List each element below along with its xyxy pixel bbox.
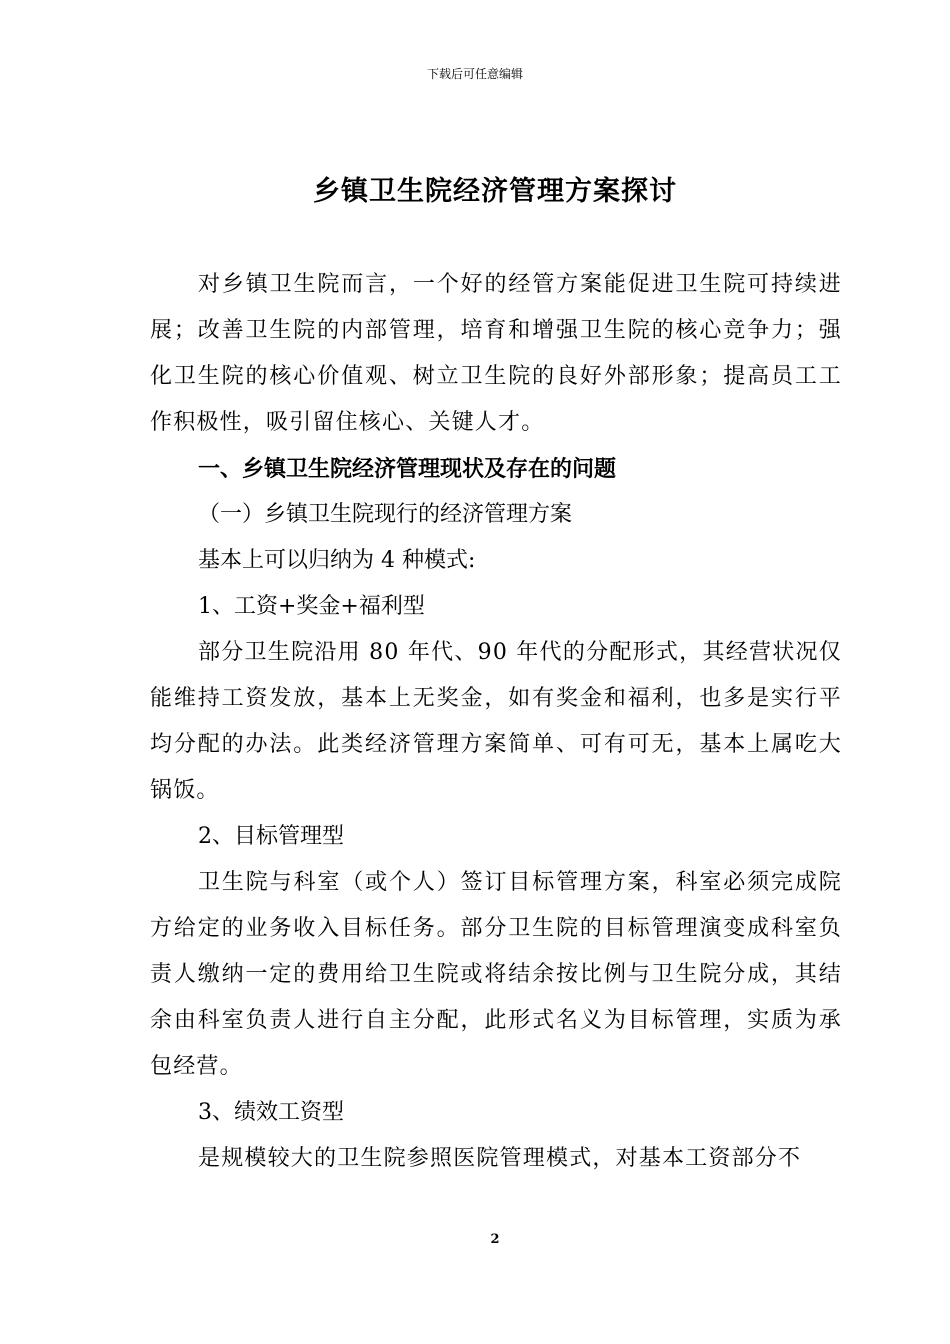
mode-2-heading: 2、目标管理型 (198, 824, 344, 849)
page-number: 2 (490, 1232, 500, 1247)
modes-summary: 基本上可以归纳为 4 种模式: (198, 548, 476, 573)
mode-3-paragraph: 是规模较大的卫生院参照医院管理模式，对基本工资部分不 (198, 1146, 802, 1171)
document-title: 乡镇卫生院经济管理方案探讨 (313, 176, 677, 207)
section-1-heading: 一、乡镇卫生院经济管理现状及存在的问题 (198, 456, 617, 482)
document-body (150, 262, 842, 1182)
mode-2-paragraph: 卫生院与科室（或个人）签订目标管理方案，科室必须完成院方给定的业务收入目标任务。部分卫生院的目标管理演变成科室负责人缴纳一定的费用给卫生院或将结余按比例与卫生院分成，其结余由科室负责人进行自主分配，此形式名义为目标管理，实质为承包经营。 (150, 870, 842, 1079)
page-header: 下载后可任意编辑 (426, 67, 523, 81)
mode-1-heading: 1、工资+奖金+福利型 (198, 594, 425, 619)
mode-1-paragraph: 部分卫生院沿用 80 年代、90 年代的分配形式，其经营状况仅能维持工资发放，基本上无奖金，如有奖金和福利，也多是实行平均分配的办法。此类经济管理方案简单、可有可无，基本上属吃大锅饭。 (150, 640, 842, 803)
subsection-1-heading: （一）乡镇卫生院现行的经济管理方案 (198, 502, 573, 527)
mode-3-heading: 3、绩效工资型 (198, 1100, 344, 1125)
intro-paragraph: 对乡镇卫生院而言，一个好的经管方案能促进卫生院可持续进展；改善卫生院的内部管理，培育和增强卫生院的核心竞争力；强化卫生院的核心价值观、树立卫生院的良好外部形象；提高员工工作积极性，吸引留住核心、关键人才。 (150, 272, 842, 435)
